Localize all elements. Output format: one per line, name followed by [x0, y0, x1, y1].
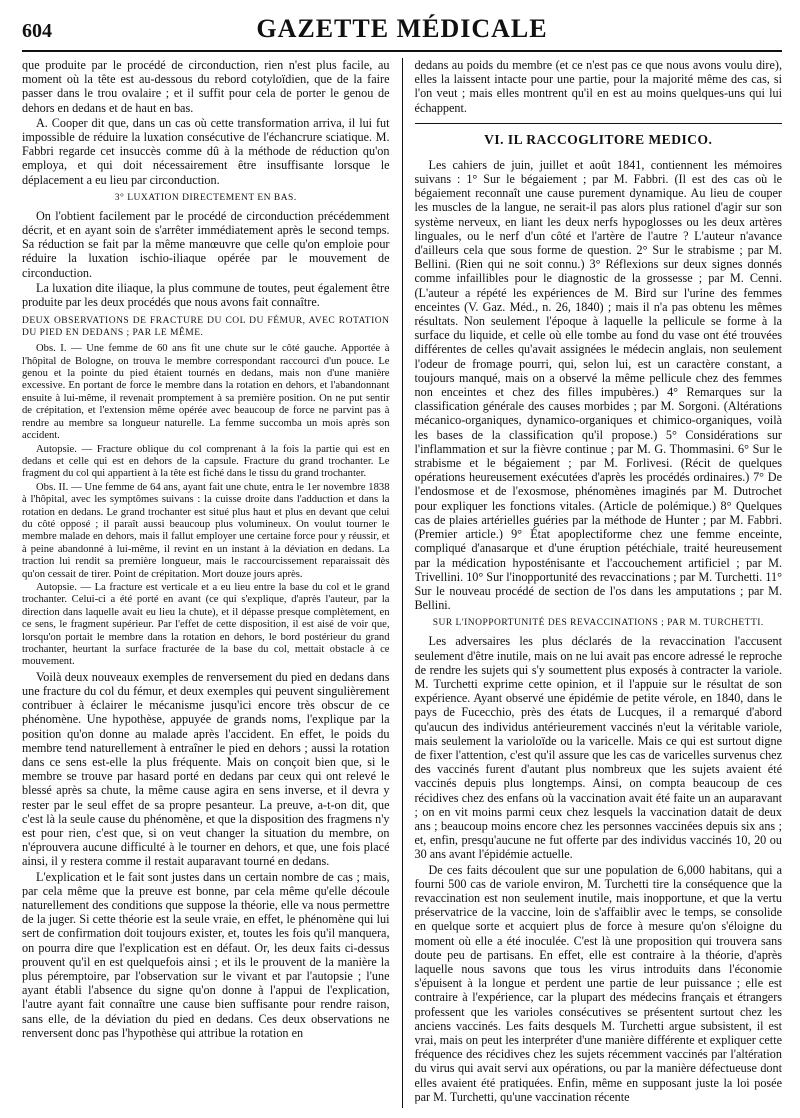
subsection-heading: SUR L'INOPPORTUNITÉ DES REVACCINATIONS ; PAR M. TURCHETTI.: [432, 618, 764, 629]
two-column-body: [22, 58, 782, 1108]
paragraph: Les cahiers de juin, juillet et août 1841, contiennent les mémoires suivans : 1° Sur le bégaiement ; par M. Fabbri. (Il est des cas où le bégaiement reconnaît une cause purement dynamique. Au lieu de couper les muscles de la langue, ne serait-il pas alors plus rationel d'agir sur son système nerveux, en liant les deux nerfs hypoglosses ou les deux artères linguales, ou le nerf d'un côté et l'artère de l'autre ? L'auteur n'avance d'ailleurs cela que sous forme de question. 2° Sur le strabisme ; par M. Bellini. (Rien qui ne soit connu.) 3° Réflexions sur deux signes donnés comme infaillibles pour le diagnostic de la grossesse ; par M. Cenni. (L'auteur a répété les expériences de M. Bird sur l'urine des femmes enceintes (V. Gaz. Méd., n. 26, 1840) ; mais il n'a pas obtenu les mêmes résultats. Non seulement l'époque à laquelle la pellicule se forme à la surface du liquide, et celle où elle tombe au fond du vase ont été trouvées différentes de celles qu'avait assignées le médecin anglais, non seulement l'odeur de fromage pourri, qui, selon lui, est un caractère constant, a toujours manqué, mais on a observé la même pellicule chez des femmes non enceintes et chez des filles impubères.) 4° Remarques sur la classification générale des causes morbides ; par M. Sorgoni. (Altérations mécanico-organiques, dynamico-organiques et chimico-organiques, voilà les bases de la classification qu'il propose.) 5° Considérations sur l'inflammation et sur la fièvre continue ; par M. G. Thommasini. 6° Sur le strabisme et le bégaiement ; par M. Forlivesi. (Récit de quelques opérations heureusement exécutées d'après les procédés ordinaires.) 7° De l'endosmose et de l'exosmose, phénomènes imaginés par M. Dutrochet pour expliquer les fonctions vitales. (Article de polémique.) 8° Quelques cas de plaies artérielles guéries par la méthode de Hunter ; par M. Fabbri. (Premier article.) 9° État apoplectiforme chez une femme enceinte, compliqué d'anasarque et d'une éruption pétéchiale, traité heureusement par la médication hyposténisante et l'accouchement artificiel ; par M. Trivellini. 10° Sur l'inopportunité des revaccinations ; par M. Turchetti. 11° Sur le nouveau procédé de section de l'os dans les amputations ; par M. Bellini.: [414, 157, 782, 613]
running-title: GAZETTE MÉDICALE: [256, 14, 548, 43]
right-column: [415, 58, 783, 1108]
paragraph: L'explication et le fait sont justes dans un certain nombre de cas ; mais, par cela même que la preuve est bonne, par cela même qu'elle découle naturellement des conditions que suppose la théorie, elle va nous permettre de la juger. Si cette théorie est la seule vraie, en effet, le phénomène qui lui sert de confirmation doit toujours exister, et, toutes les fois qu'il manquera, on pourra dire que l'explication est en défaut. Or, les deux faits ci-dessus prouvent qu'il en est quelquefois ainsi ; et ils le prouvent de la manière la plus péremptoire, par l'observation sur le vivant et par l'autopsie ; l'une ayant établi l'absence du signe qu'on donne à l'appui de l'explication, l'autre ayant fait connaître une cause bien suffisante pour rendre raison, sans elle, de la déviation du pied en dedans. Ces deux observations ne renversent donc pas l'hypothèse qui attribue la rotation en: [22, 869, 390, 1040]
subsection-heading: 3° LUXATION DIRECTEMENT EN BAS.: [114, 192, 297, 203]
column-rule: [402, 58, 403, 1108]
paragraph: A. Cooper dit que, dans un cas où cette transformation arriva, il lui fut impossible de réduire la luxation consécutive de l'échancrure sciatique. M. Fabbri regarde cet insuccès comme dû à la méthode de réduction qu'on employa, et qui doit nécessairement être insuffisante lorsque le déplacement a eu lieu par circonduction.: [22, 115, 390, 187]
autopsy: Autopsie. — La fracture est verticale et a eu lieu entre la base du col et le grand trochanter. Celui-ci a été porté en avant (ce qui s'explique, d'après l'auteur, par la direction dans laquelle avait eu lieu la chute), et il dépasse presque complètement, en ce sens, le fragment supérieur. Par l'effet de cette disposition, il est aisé de voir que, lorsqu'on portait le membre dans la rotation en dehors, le bord postérieur du grand trochanter, heurtant la surface fracturée de la base du col, mettait obstacle à ce mouvement.: [22, 581, 390, 668]
paragraph: dedans au poids du membre (et ce n'est pas ce que nous avons voulu dire), elles la laissent intacte pour une partie, pour la majorité même des cas, si l'on veut ; mais elles montrent qu'il en est au moins quelques-uns qui lui échappent.: [414, 58, 782, 115]
left-column: [22, 58, 390, 1108]
observation: Obs. II. — Une femme de 64 ans, ayant fait une chute, entra le 1er novembre 1838 à l'hôpital, avec les symptômes suivans : la cuisse droite dans l'adduction et dans la rotation en dedans. Le grand trochanter est situé plus haut et plus en devant que celui du côté opposé ; il paraît aussi beaucoup plus volumineux. On voulut tourner le membre malade en dehors, mais il fallut employer une certaine force pour y réussir, et à peine abandonné à lui-même, il revint en un instant à la déviation en dedans. La traction lui rendit sa première longueur, mais le raccourcissement reparaissait dès qu'on cessait de tirer. Point de crépitation. Mort douze jours après.: [22, 481, 390, 580]
section-title: VI. IL RACCOGLITORE MEDICO.: [484, 131, 713, 147]
paragraph: Les adversaires les plus déclarés de la revaccination l'accusent seulement d'être inutile, mais on ne lui avait pas encore adressé le reproche de rendre les sujets qui s'y soumettent plus exposés à contracter la variole. M. Turchetti exprime cette opinion, et il l'appuie sur le résultat de son expérience. Ayant observé une épidémie de petite vérole, en 1840, dans le pays de Fucecchio, près des états de Lucques, il a remarqué d'abord qu'aucun des individus antérieurement vaccinés n'eut la véritable variole, mais seulement la varioloïde ou la varicelle. Mais ce qui est surtout digne de fixer l'attention, c'est qu'il assure que les cas de varicelles survenus chez des vaccinés furent d'autant plus nombreux que les sujets avaient été vaccinés depuis plus longtemps. Ainsi, on compta beaucoup de ces récidives chez des enfans où la vaccination avait été faite un an auparavant ; on en vit moins parmi ceux chez lesquels la vaccination datait de deux ans ; beaucoup moins encore chez les personnes vaccinées depuis six ans ; et, enfin, presqu'aucune ne fut offerte par des individus vaccinés 10, 20 ou 30 ans avant l'épidémie actuelle.: [414, 634, 782, 862]
paragraph: que produite par le procédé de circonduction, rien n'est plus facile, au moment où la tête est au-dessous du rebord cotyloïdien, que de la faire passer dans le trou ovalaire ; et il suffit pour cela de porter le genou de dehors en dedans et de haut en bas.: [22, 58, 390, 115]
paragraph: Voilà deux nouveaux exemples de renversement du pied en dedans dans une fracture du col du fémur, et deux exemples qui peuvent singulièrement contribuer à éclairer le mécanisme jusqu'ici encore très obscur de ce phénomène. Une hypothèse, appuyée de grands noms, l'explique par la position qu'on donne au malade après l'accident. En effet, le poids du membre tend naturellement à entraîner le pied en dehors ; aussi la rotation dans ce sens est-elle la plus fréquente. Mais on conçoit bien que, si le membre se trouve par hasard porté en dedans par ceux qui ont relevé le blessé après sa chute, la même cause agira en sens inverse, et il devra y rester par le seul effet de sa propre pesanteur. La preuve, a-t-on dit, que c'est là la seule cause du phénomène, et que la disposition des fragmens n'y est pour rien, c'est que, si on veut changer la situation du membre, on n'éprouvera aucune difficulté à le tourner en dehors, et que, une fois placé ainsi, il y restera comme il restait auparavant tourné en dedans.: [22, 669, 390, 869]
observation: Obs. I. — Une femme de 60 ans fit une chute sur le côté gauche. Apportée à l'hôpital de Bologne, on trouva le membre correspondant raccourci d'un pouce. Le genou et la pointe du pied étaient tournés en dedans, mais non d'une manière excessive. En portant de force le membre dans la rotation en dehors, et l'abandonnant ensuite à lui-même, il revenait promptement à sa première position. On ne put sentir de crépitation, et l'extension même opérée avec beaucoup de force ne parvint pas à rendre au membre sa longueur naturelle. La femme succomba un mois après son accident.: [22, 343, 390, 442]
page-number: 604: [22, 20, 52, 42]
autopsy: Autopsie. — Fracture oblique du col comprenant à la fois la partie qui est en dedans et celle qui est en dehors de la capsule. Fracture du grand trochanter. Le fragment du col qui appartient à la tête est fiché dans le tissu du grand trochanter.: [22, 443, 390, 480]
section-divider: [415, 123, 783, 124]
paragraph: On l'obtient facilement par le procédé de circonduction précédemment décrit, et en ayant soin de s'arrêter immédiatement après le second temps. Sa réduction se fait par la même manœuvre que celle qu'on emploie pour réduire la luxation ischio-iliaque opérée par le mouvement de circonduction.: [22, 208, 390, 280]
paragraph: La luxation dite iliaque, la plus commune de toutes, peut également être produite par les deux procédés que nous avons fait connaître.: [22, 280, 390, 310]
article-heading: DEUX OBSERVATIONS DE FRACTURE DU COL DU FÉMUR, AVEC ROTATION DU PIED EN DEDANS ; PAR LE MÊME.: [22, 316, 390, 339]
paragraph: De ces faits découlent que sur une population de 6,000 habitans, qui a fourni 500 cas de variole environ, M. Turchetti tire la conséquence que la revaccination est non seulement inutile, mais inopportune, et que la vertu préservatrice de la vaccine, loin de s'affaiblir avec le temps, se consolide en quelque sorte et acquiert plus de force à mesure qu'on s'éloigne du moment où elle a été inoculée. C'est là une proposition qui trouvera sans doute peu de partisans. En effet, elle est contraire à la théorie, d'après laquelle nous savons que tous les virus introduits dans l'économie s'épuisent à la longue et perdent une partie de leur puissance ; elle est contraire à l'expérience, car la plupart des médecins français et étrangers professent que les varioles consécutives se présentent surtout chez les anciens vaccinés. Les faits desquels M. Turchetti argue subsistent, il est vrai, mais on peut les interpréter d'une manière différente et expliquer cette fréquence des récidives chez les sujets récemment vaccinés par l'altération du virus qui avait servi aux opérations, ou par la manière défectueuse dont elles avaient été pratiquées. Enfin, même en supposant juste la loi posée par M. Turchetti, qu'une vaccination récente: [414, 862, 782, 1104]
page-header: [22, 14, 782, 52]
